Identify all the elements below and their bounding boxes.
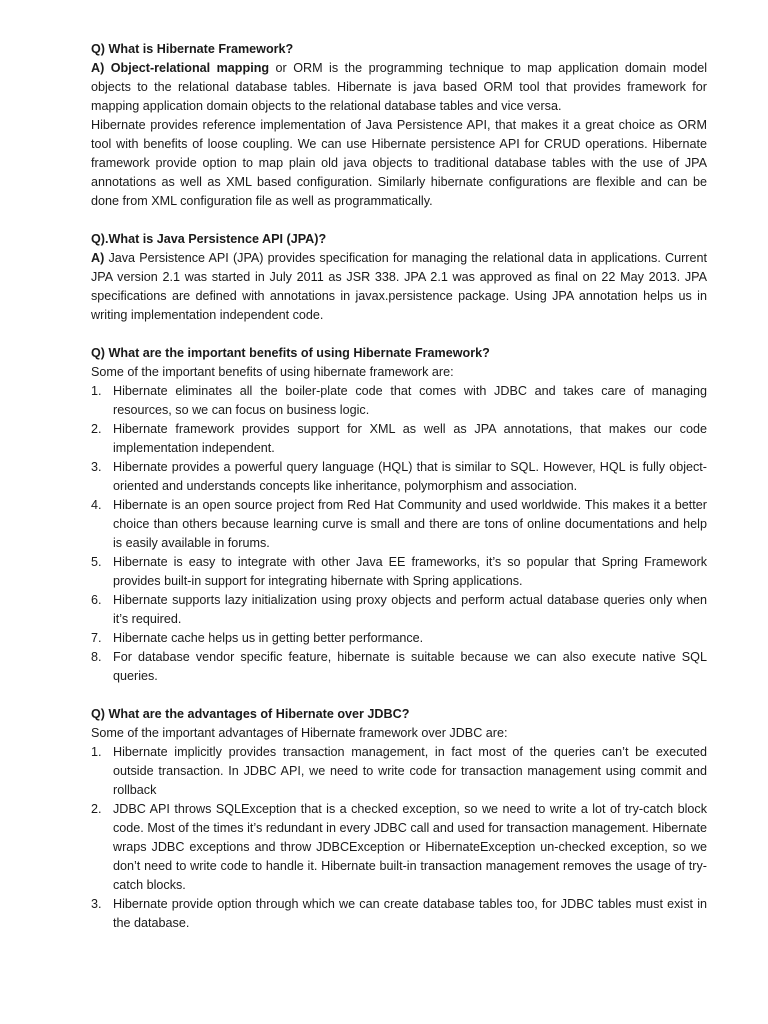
list-item — [91, 648, 707, 686]
answer-text: Java Persistence API (JPA) provides specification for managing the relational data in applications. Current JPA version 2.1 was started in July 2011 as JSR 338. JPA 2.1 was approved as final on 22 May 2013. JPA specifications are defined with annotations in javax.persistence package. Using JPA annotation helps us in writing implementation independent code. — [91, 251, 707, 322]
question-heading: Q) What are the advantages of Hibernate over JDBC? — [91, 707, 410, 721]
list-item — [91, 458, 707, 496]
list-item-number: 1. — [91, 745, 102, 759]
answer-label: A) — [91, 251, 105, 265]
list-item — [91, 591, 707, 629]
list-item — [91, 895, 707, 933]
list-item — [91, 553, 707, 591]
answer-paragraph-2: Hibernate provides reference implementation of Java Persistence API, that makes it a great choice as ORM tool with benefits of loose coupling. We can use Hibernate persistence API for CRUD operations. Hibernate framework provide option to map plain old java objects to traditional database tables with the use of JPA annotations as well as XML based configuration. Similarly hibernate configurations are flexible and can be done from XML configuration file as well as programmatically. — [91, 118, 707, 208]
list-item-text: Hibernate supports lazy initialization using proxy objects and perform actual database queries only when it’s required. — [113, 593, 707, 626]
question-heading: Q) What are the important benefits of using Hibernate Framework? — [91, 346, 490, 360]
list-item — [91, 382, 707, 420]
list-item-text: Hibernate provide option through which we can create database tables too, for JDBC tables must exist in the database. — [113, 897, 707, 930]
list-item — [91, 800, 707, 895]
list-intro: Some of the important benefits of using hibernate framework are: — [91, 365, 454, 379]
answer-text: or ORM is the programming technique to map application domain model objects to the relational database tables. Hibernate is java based ORM tool that provides framework for mapping application domain objects to the relational database tables and vice versa. — [91, 61, 707, 113]
list-item-number: 1. — [91, 384, 102, 398]
answer-label: A) — [91, 61, 105, 75]
list-item-text: Hibernate eliminates all the boiler-plate code that comes with JDBC and takes care of managing resources, so we can focus on business logic. — [113, 384, 707, 417]
section-benefits — [91, 344, 707, 686]
list-item — [91, 496, 707, 553]
list-item-number: 7. — [91, 631, 102, 645]
section-advantages-over-jdbc — [91, 705, 707, 933]
benefits-list — [91, 382, 707, 686]
question-heading: Q).What is Java Persistence API (JPA)? — [91, 232, 327, 246]
list-item-number: 2. — [91, 802, 102, 816]
list-item-text: JDBC API throws SQLException that is a checked exception, so we need to write a lot of try-catch block code. Most of the times it’s redundant in every JDBC call and used for transaction management. Hibernate wraps JDBC exceptions and throw JDBCException or HibernateException un-checked exception, so we don’t need to write code to handle it. Hibernate built-in transaction management removes the usage of try-catch blocks. — [113, 802, 707, 892]
document-page — [91, 40, 707, 952]
list-item-number: 4. — [91, 498, 102, 512]
list-item-text: For database vendor specific feature, hibernate is suitable because we can also execute native SQL queries. — [113, 650, 707, 683]
list-item-number: 2. — [91, 422, 102, 436]
list-item-number: 3. — [91, 460, 102, 474]
answer-bold-term: Object-relational mapping — [110, 61, 270, 75]
list-item-text: Hibernate implicitly provides transaction management, in fact most of the queries can’t be executed outside transaction. In JDBC API, we need to write code for transaction management using commit and rollback — [113, 745, 707, 797]
advantages-list — [91, 743, 707, 933]
list-intro: Some of the important advantages of Hibernate framework over JDBC are: — [91, 726, 508, 740]
list-item-text: Hibernate framework provides support for XML as well as JPA annotations, that makes our code implementation independent. — [113, 422, 707, 455]
section-hibernate-framework — [91, 40, 707, 211]
list-item — [91, 743, 707, 800]
section-jpa — [91, 230, 707, 325]
list-item-number: 5. — [91, 555, 102, 569]
question-heading: Q) What is Hibernate Framework? — [91, 42, 294, 56]
list-item — [91, 420, 707, 458]
list-item-number: 3. — [91, 897, 102, 911]
list-item-text: Hibernate is easy to integrate with other Java EE frameworks, it’s so popular that Spring Framework provides built-in support for integrating hibernate with Spring applications. — [113, 555, 707, 588]
list-item-number: 8. — [91, 650, 102, 664]
list-item-text: Hibernate is an open source project from Red Hat Community and used worldwide. This makes it a better choice than others because learning curve is small and there are tons of online documentations and help is easily available in forums. — [113, 498, 707, 550]
answer-paragraph — [91, 249, 707, 325]
list-item-number: 6. — [91, 593, 102, 607]
list-item-text: Hibernate provides a powerful query language (HQL) that is similar to SQL. However, HQL is fully object-oriented and understands concepts like inheritance, polymorphism and association. — [113, 460, 707, 493]
answer-paragraph — [91, 59, 707, 116]
list-item-text: Hibernate cache helps us in getting better performance. — [113, 631, 424, 645]
list-item — [91, 629, 707, 648]
